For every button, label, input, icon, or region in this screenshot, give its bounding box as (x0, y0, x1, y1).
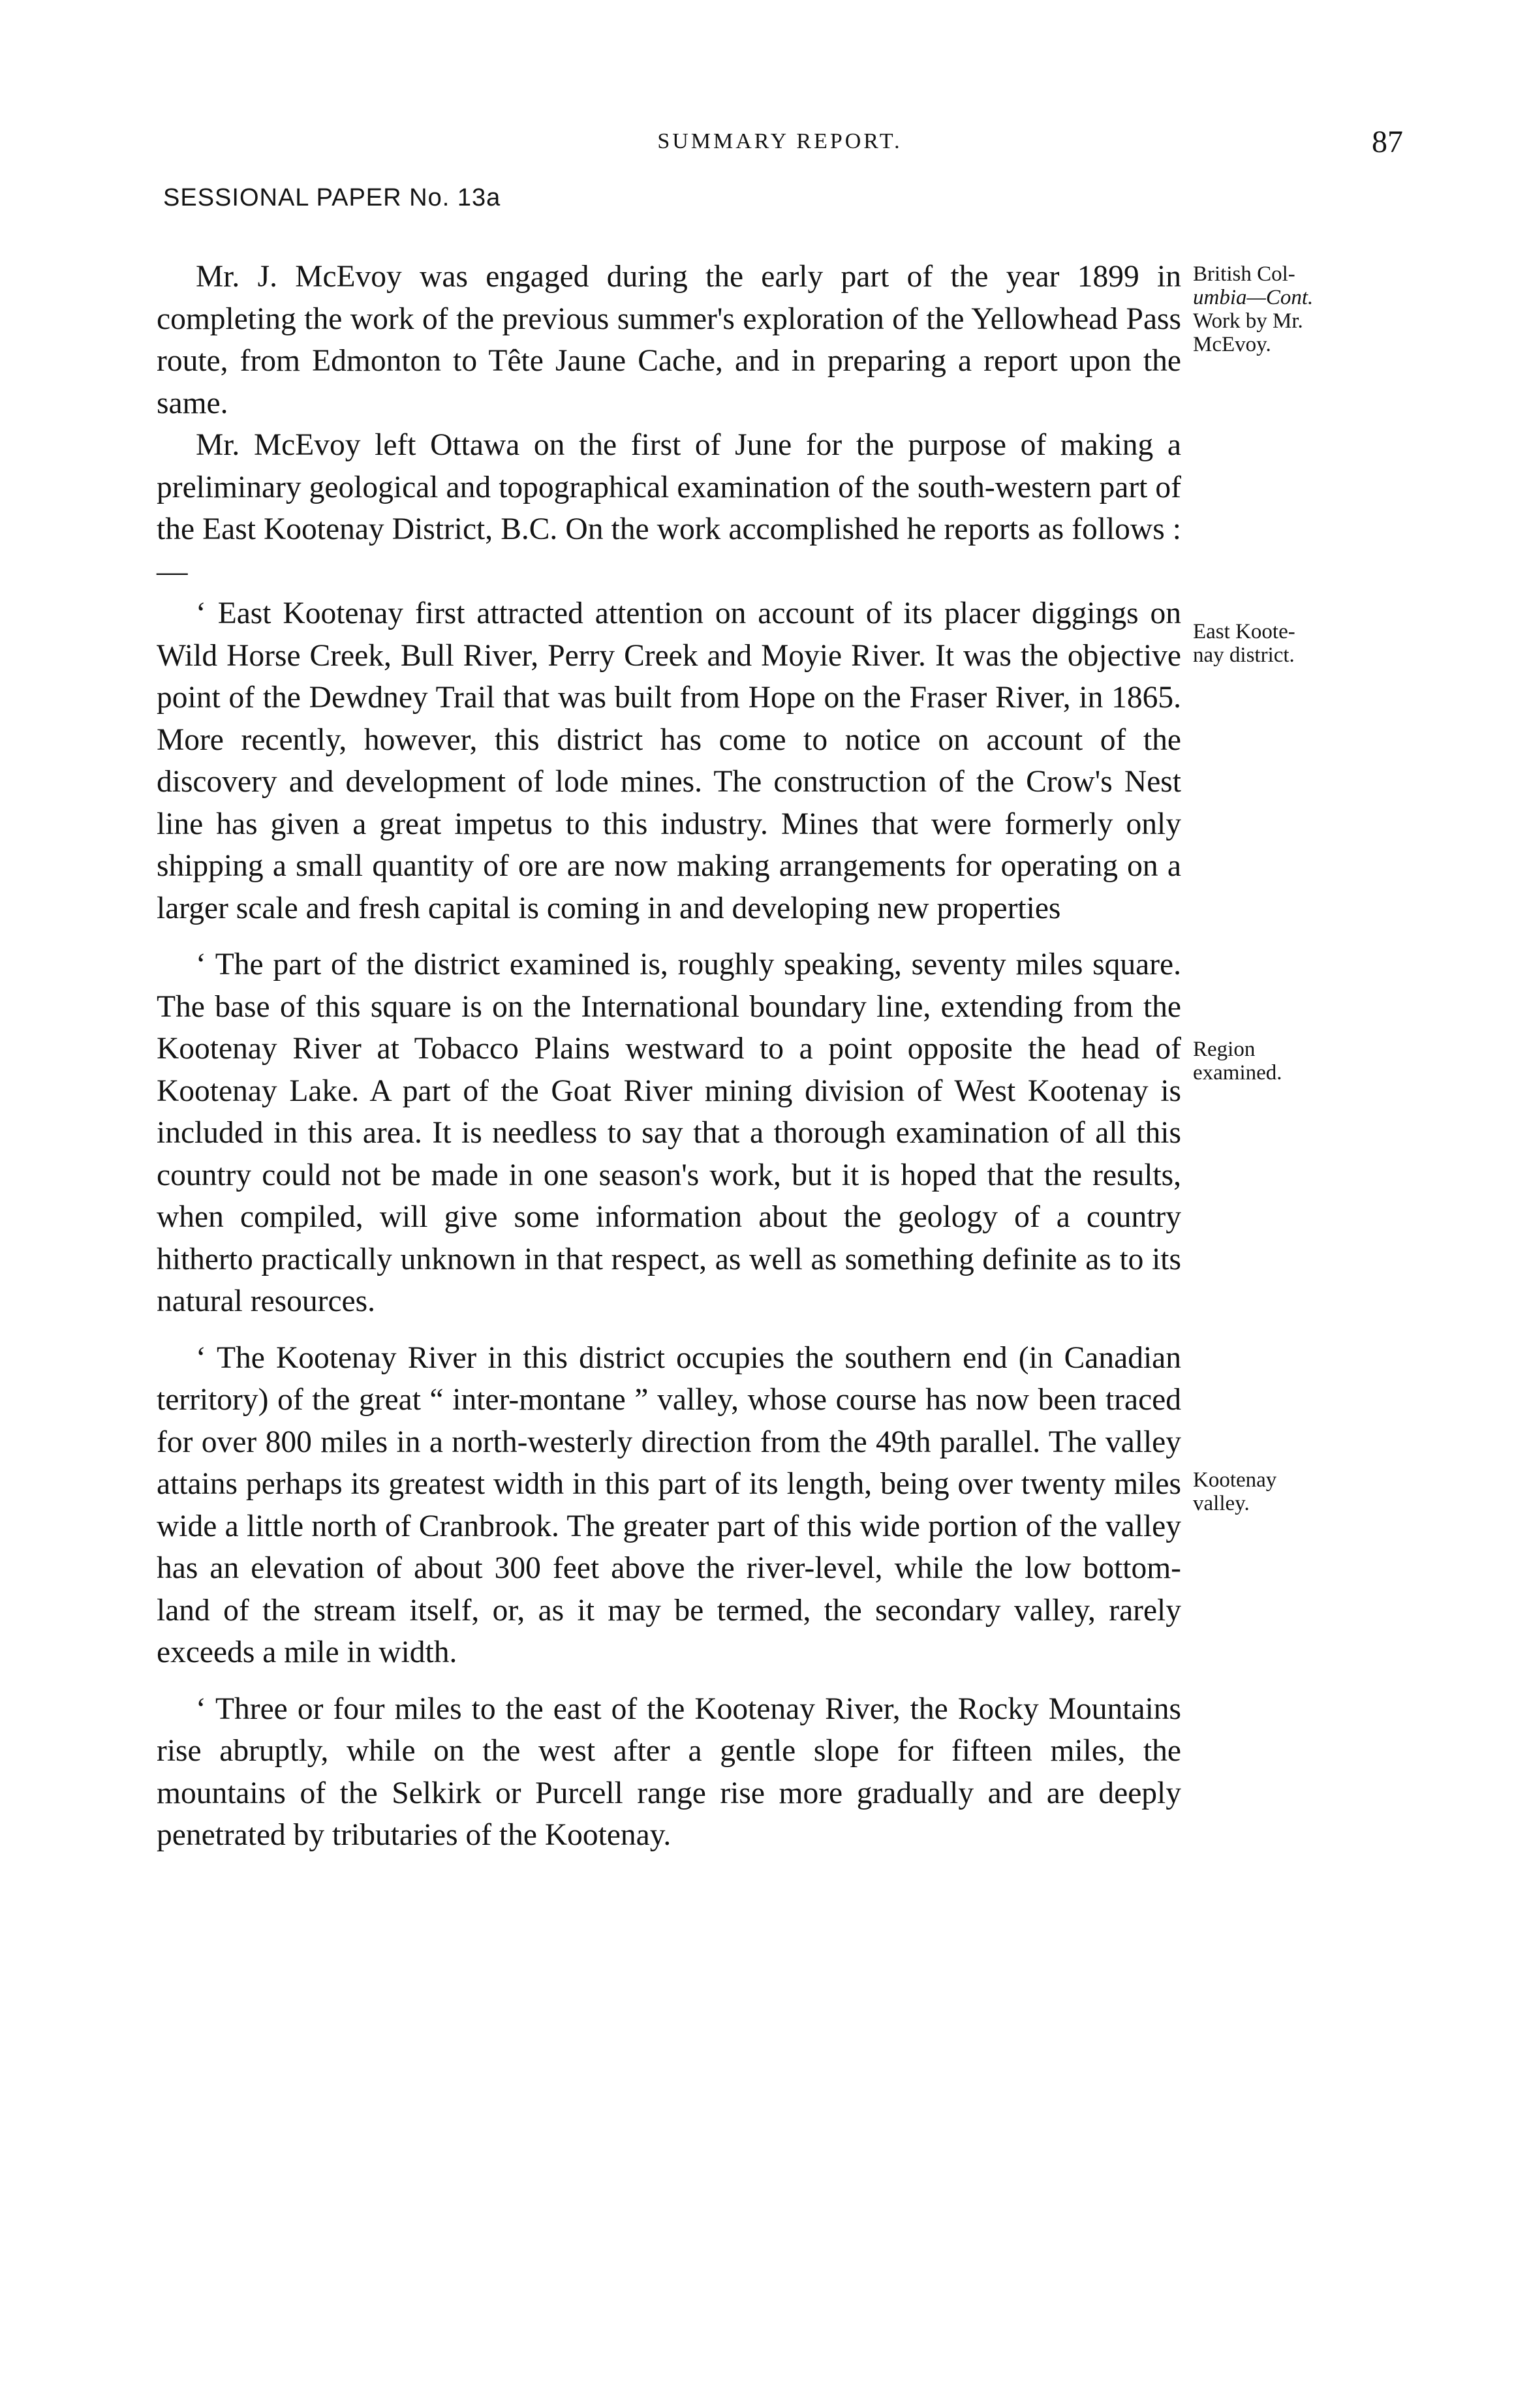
margin-note-line: examined. (1193, 1061, 1282, 1085)
margin-note-line: East Koote- (1193, 620, 1295, 643)
margin-note-line: umbia—Cont. (1193, 286, 1314, 309)
margin-note-line: valley. (1193, 1492, 1250, 1515)
margin-note-line: nay district. (1193, 643, 1295, 667)
margin-note-line: British Col- (1193, 262, 1295, 286)
body-text (157, 256, 1181, 1857)
running-head (157, 124, 1403, 163)
margin-note-line: Region (1193, 1038, 1256, 1061)
margin-note-region-examined (1193, 1038, 1389, 1085)
margin-note-east-kootenay (1193, 620, 1389, 667)
margin-note-british-columbia (1193, 262, 1389, 356)
margin-note-kootenay-valley (1193, 1468, 1389, 1515)
sessional-paper-label: SESSIONAL PAPER No. 13a (163, 184, 501, 211)
paragraph-1: Mr. J. McEvoy was engaged during the early part of the year 1899 in completing the work of the previous summer's exploration of the Yellowhead Pass route, from Edmonton to Tête Jaune Cache, and in preparing a report upon the same. (157, 260, 1181, 420)
paragraph-5: ‘ The Kootenay River in this district occupies the southern end (in Canadian territory) of the great “ inter-montane ” valley, whose course has now been traced for over 800 miles in a north-westerly direction from the 49th parallel. The valley attains perhaps its greatest width in this part of its length, being over twenty miles wide a little north of Cranbrook. The greater part of this wide portion of the valley has an elevation of about 300 feet above the river-level, while the low bottom-land of the stream itself, or, as it may be termed, the secondary valley, rarely exceeds a mile in width. (157, 1340, 1181, 1669)
paragraph-6: ‘ Three or four miles to the east of the Kootenay River, the Rocky Mountains rise abruptly, while on the west after a gentle slope for fifteen miles, the mountains of the Selkirk or Purcell range rise more gradually and are deeply penetrated by tributaries of the Kootenay. (157, 1691, 1181, 1852)
margin-note-line: McEvoy. (1193, 333, 1271, 356)
page-number: 87 (1372, 125, 1403, 159)
paragraph-4: ‘ The part of the district examined is, roughly speaking, seventy miles square. The base of this square is on the International boundary line, extending from the Kootenay River at Tobacco Plains westward to a point opposite the head of Kootenay Lake. A part of the Goat River mining division of West Kootenay is included in this area. It is needless to say that a thorough examination of all this country could not be made in one season's work, but it is hoped that the results, when compiled, will give some information about the geology of a country hitherto practically unknown in that respect, as well as something definite as to its natural resources. (157, 948, 1181, 1318)
paragraph-3: ‘ East Kootenay first attracted attention on account of its placer diggings on Wild Horse Creek, Bull River, Perry Creek and Moyie River. It was the objective point of the Dewdney Trail that was built from Hope on the Fraser River, in 1865. More recently, however, this district has come to notice on account of the discovery and development of lode mines. The construction of the Crow's Nest line has given a great impetus to this industry. Mines that were formerly only shipping a small quantity of ore are now making arrangements for operating on a larger scale and fresh capital is coming in and developing new properties (157, 596, 1181, 925)
running-title: SUMMARY REPORT. (657, 129, 903, 153)
margin-note-line: Kootenay (1193, 1468, 1277, 1492)
margin-note-line: Work by Mr. (1193, 309, 1303, 333)
paragraph-2: Mr. McEvoy left Ottawa on the first of June for the purpose of making a preliminary geological and topographical examination of the south-western part of the East Kootenay District, B.C. On the work accomplished he reports as follows :— (157, 428, 1181, 589)
